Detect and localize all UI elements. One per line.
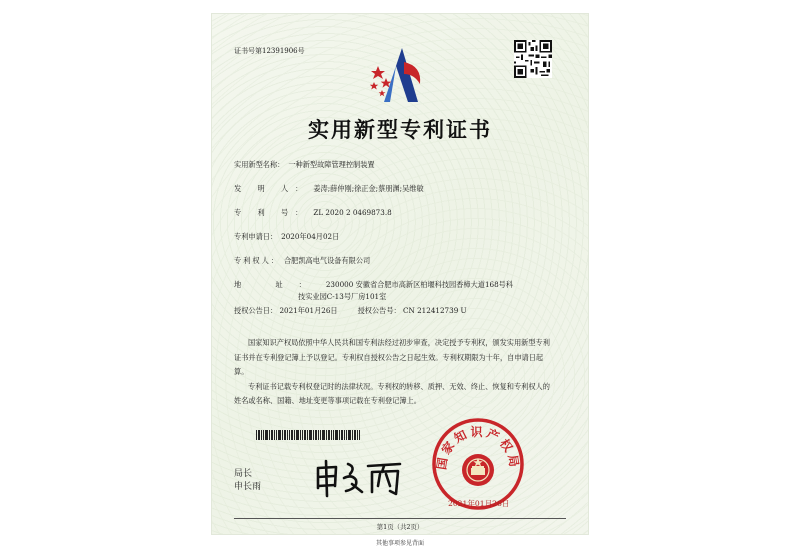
grant-date-value: 2021年01月26日 — [279, 306, 338, 315]
patent-number-row — [234, 208, 392, 218]
footer-divider — [234, 518, 566, 519]
seal-text: 国家知识产权局 — [434, 425, 522, 471]
national-emblem-icon — [462, 454, 494, 486]
name-label: 实用新型名称： — [234, 160, 285, 169]
page-number: 第1页（共2页） — [376, 523, 424, 531]
inventor-value: 姜涛;薛仲刚;徐正金;蔡朋渊;吴维敏 — [313, 184, 424, 193]
patent-office-emblem-icon — [364, 44, 434, 106]
inventor-row — [234, 184, 424, 194]
director-name: 申长雨 — [234, 482, 262, 492]
address-label: 地 址： — [234, 280, 322, 289]
patent-number-value: ZL 2020 2 0469873.8 — [313, 208, 392, 217]
patentee-value: 合肥凯高电气设备有限公司 — [283, 256, 371, 265]
patentee-row — [234, 256, 370, 266]
certificate-number: 证书号第12391906号 — [234, 47, 305, 55]
seal-date: 2021年01月26日 — [448, 499, 510, 508]
grant-row — [234, 306, 467, 316]
application-date-label: 专利申请日： — [234, 232, 278, 241]
director-block — [234, 468, 261, 494]
grant-number-label: 授权公告号： — [357, 306, 401, 315]
certificate-page — [212, 14, 588, 534]
address-row — [234, 280, 513, 290]
address-line-1: 230000 安徽省合肥市高新区柏堰科技园香樟大道168号科 — [325, 280, 514, 289]
barcode — [256, 430, 360, 440]
grant-date-label: 授权公告日： — [234, 306, 278, 315]
qr-code — [514, 40, 552, 78]
certificate-body — [234, 336, 556, 409]
director-title: 局长 — [234, 469, 253, 479]
application-date-value: 2020年04月02日 — [281, 232, 340, 241]
name-value: 一种新型故障管理控制装置 — [288, 160, 375, 169]
address-line-2: 技实业园C-13号厂房101室 — [298, 292, 387, 301]
inventor-label: 发 明 人： — [234, 184, 310, 193]
utility-model-name-row — [234, 160, 375, 170]
application-date-row — [234, 232, 339, 242]
patent-number-label: 专 利 号： — [234, 208, 310, 217]
body-paragraph-1: 国家知识产权局依照中华人民共和国专利法经过初步审查，决定授予专利权，颁发实用新型专利证书并在专利登记簿上予以登记。专利权自授权公告之日起生效。专利权期限为十年，自申请日起算。 — [234, 338, 550, 376]
patentee-label: 专利权人： — [234, 256, 280, 265]
body-paragraph-2: 专利证书记载专利权登记时的法律状况。专利权的转移、质押、无效、终止、恢复和专利权人的姓名或名称、国籍、地址变更等事项记载在专利登记簿上。 — [234, 381, 550, 405]
back-notes-hint: 其他事项参见背面 — [375, 540, 424, 547]
certificate-title: 实用新型专利证书 — [308, 117, 492, 142]
grant-number-value: CN 212412739 U — [403, 306, 467, 315]
director-signature — [312, 458, 404, 498]
